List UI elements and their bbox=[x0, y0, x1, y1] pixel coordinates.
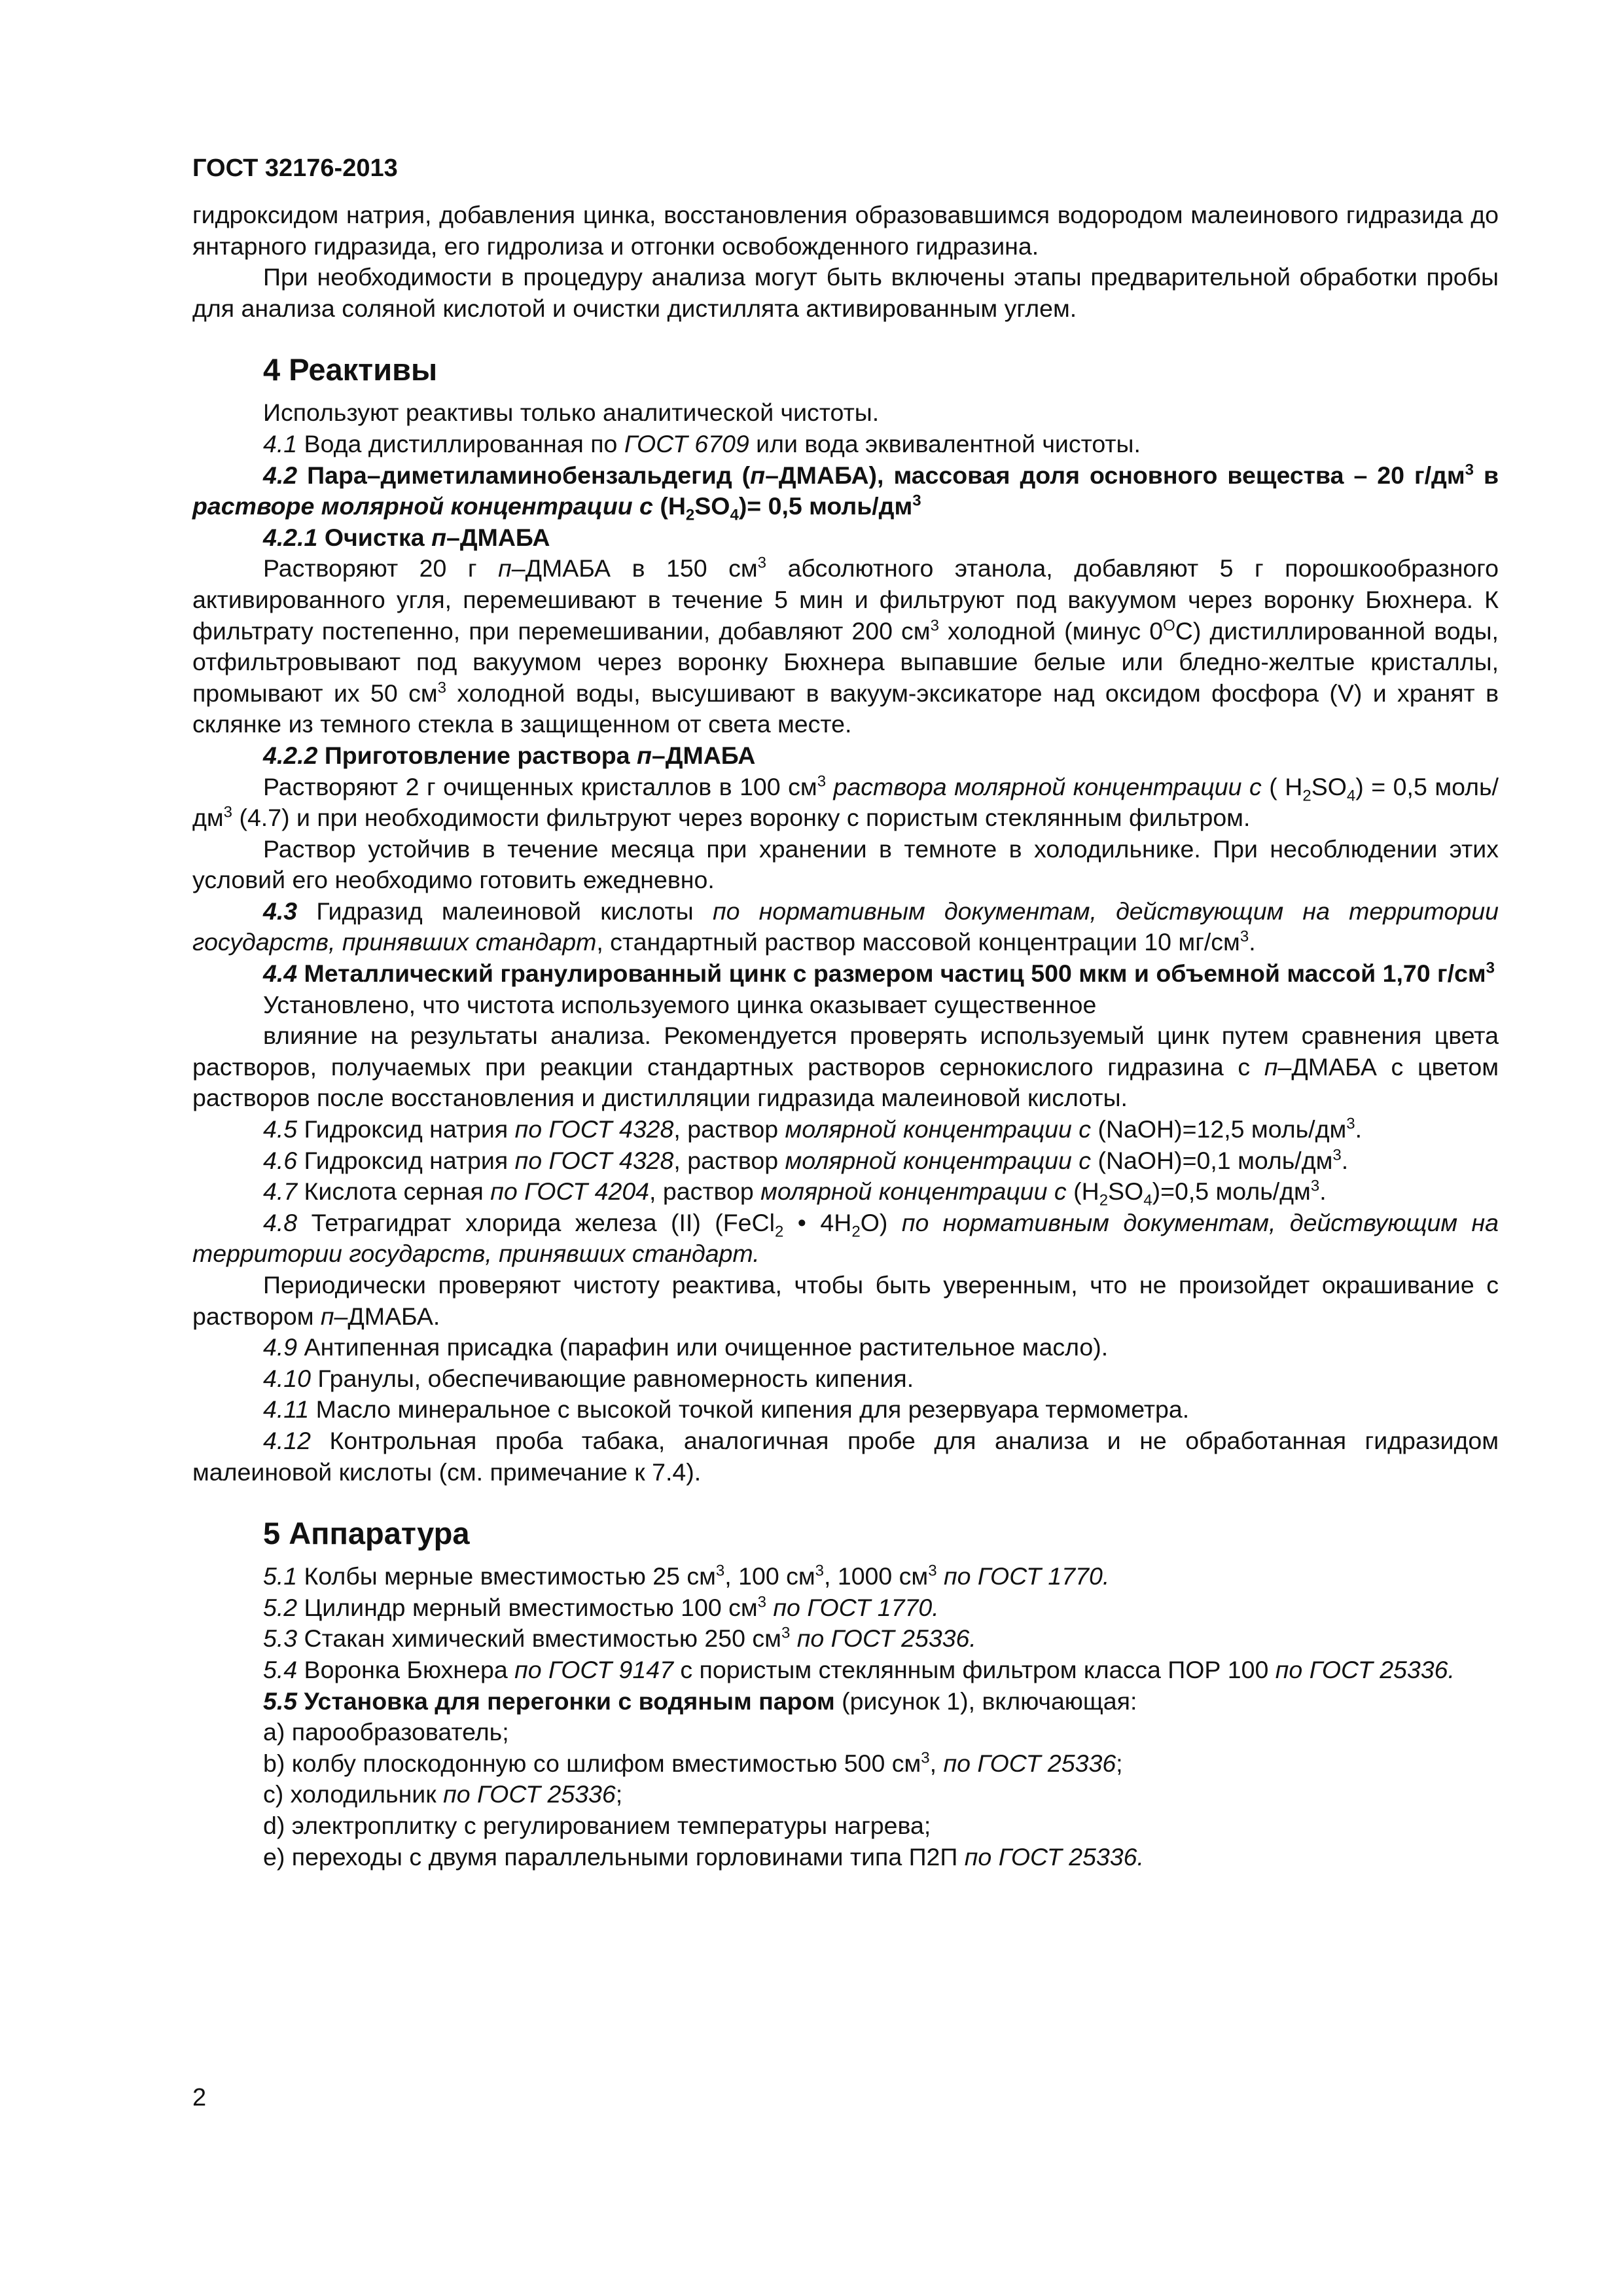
clause-5-5: 5.5 Установка для перегонки с водяным паром (рисунок 1), включающая: bbox=[263, 1687, 1137, 1715]
paragraph: Растворяют 20 г п–ДМАБА в 150 $см^3$ абсолютного этанола, добавляют 5 г порошкообразного активированного угля, перемешивают в течение 5 мин и фильтруют под вакуумом через воронку Бюхнера. К фильтрату постепенно, при перемешивании, добавляют 200 $см^3$ холодной (минус $0^ОС$) дистиллированной воды, отфильтровывают под вакуумом через воронку Бюхнера выпавшие белые или бледно-желтые кристаллы, промывают их 50 $см^3$ холодной воды, высушивают в вакуум-эксикаторе над оксидом фосфора (V) и хранят в склянке из темного стекла в защищенном от света месте. bbox=[192, 554, 1499, 738]
clause-4-3: 4.3 Гидразид малеиновой кислоты по нормативным документам, действующим на территории государств, принявших стандарт, стандартный раствор массовой концентрации 10 $мг/см^3$. bbox=[192, 897, 1499, 956]
list-item: е) переходы с двумя параллельными горловинами типа П2П по ГОСТ 25336. bbox=[263, 1842, 1144, 1871]
clause-4-9: 4.9 Антипенная присадка (парафин или очищенное растительное масло). bbox=[263, 1333, 1109, 1361]
clause-5-4: 5.4 Воронка Бюхнера по ГОСТ 9147 с пористым стеклянным фильтром класса ПОР 100 по ГОСТ 25336. bbox=[263, 1655, 1455, 1683]
paragraph: Раствор устойчив в течение месяца при хранении в темноте в холодильнике. При несоблюдении этих условий его необходимо готовить ежедневно. bbox=[192, 834, 1499, 894]
list-item: с) холодильник по ГОСТ 25336; bbox=[263, 1780, 623, 1808]
clause-4-7: 4.7 Кислота серная по ГОСТ 4204, раствор молярной концентрации с $(H_2SO_4)=0,5$ моль/$дм^3$. bbox=[263, 1177, 1327, 1210]
clause-4-12: 4.12 Контрольная проба табака, аналогичная пробе для анализа и не обработанная гидразидом малеиновой кислоты (см. примечание к 7.4). bbox=[192, 1426, 1499, 1486]
paragraph: Периодически проверяют чистоту реактива, чтобы быть уверенным, что не произойдет окрашивание с раствором п–ДМАБА. bbox=[192, 1271, 1499, 1330]
paragraph: Используют реактивы только аналитической чистоты. bbox=[263, 399, 880, 427]
intro-paragraph: При необходимости в процедуру анализа могут быть включены этапы предварительной обработки пробы для анализа соляной кислотой и очистки дистиллята активированным углем. bbox=[192, 263, 1499, 322]
clause-5-3: 5.3 Стакан химический вместимостью 250 $см^3$ по ГОСТ 25336. bbox=[263, 1624, 976, 1653]
clause-4-5: 4.5 Гидроксид натрия по ГОСТ 4328, раствор молярной концентрации с (NaOH)=12,5 моль/$дм^3$. bbox=[263, 1115, 1363, 1143]
document-body bbox=[192, 200, 1499, 1873]
clause-4-1: 4.1 Вода дистиллированная по ГОСТ 6709 или вода эквивалентной чистоты. bbox=[263, 429, 1141, 457]
paragraph: влияние на результаты анализа. Рекомендуется проверять используемый цинк путем сравнения цвета растворов, получаемых при реакции стандартных растворов сернокислого гидразина с п–ДМАБА с цветом растворов после восстановления и дистилляции гидразида малеиновой кислоты. bbox=[192, 1022, 1499, 1112]
clause-4-11: 4.11 Масло минеральное с высокой точкой кипения для резервуара термометра. bbox=[263, 1395, 1190, 1424]
document-header: ГОСТ 32176-2013 bbox=[192, 154, 398, 182]
clause-4-2: 4.2 Пара–диметиламинобензальдегид (п–ДМАБА), массовая доля основного вещества – 20 $г/дм^3$ в растворе молярной концентрации с $(H_2SO_4)= 0,5$ моль/$дм^3$ bbox=[192, 461, 1499, 524]
clause-4-4: 4.4 Металлический гранулированный цинк с размером частиц 500 мкм и объемной массой 1,70 $г/см^3$ bbox=[263, 959, 1495, 988]
intro-paragraph: гидроксидом натрия, добавления цинка, восстановления образовавшимся водородом малеинового гидразида до янтарного гидразида, его гидролиза и отгонки освобожденного гидразина. bbox=[192, 201, 1499, 260]
clause-4-6: 4.6 Гидроксид натрия по ГОСТ 4328, раствор молярной концентрации с (NaOH)=0,1 моль/$дм^3$. bbox=[263, 1146, 1349, 1174]
section-heading: 5 Аппаратура bbox=[263, 1516, 470, 1551]
paragraph: Установлено, что чистота используемого цинка оказывает существенное bbox=[263, 990, 1097, 1018]
page-number: 2 bbox=[192, 2084, 207, 2111]
clause-4-2-2: 4.2.2 Приготовление раствора п–ДМАБА bbox=[263, 741, 756, 769]
clause-4-2-1: 4.2.1 Очистка п–ДМАБА bbox=[263, 523, 550, 551]
clause-4-8: 4.8 Тетрагидрат хлорида железа (II) (FeCl$_2$ • $4H_2O$) по нормативным документам, действующим на территории государств, принявших стандарт. bbox=[192, 1208, 1499, 1268]
list-item: d) электроплитку с регулированием температуры нагрева; bbox=[263, 1811, 931, 1839]
clause-5-2: 5.2 Цилиндр мерный вместимостью 100 $см^3$ по ГОСТ 1770. bbox=[263, 1593, 939, 1621]
list-item: а) парообразователь; bbox=[263, 1718, 509, 1746]
list-item: b) колбу плоскодонную со шлифом вместимостью 500 $см^3$, по ГОСТ 25336; bbox=[263, 1749, 1123, 1777]
clause-4-10: 4.10 Гранулы, обеспечивающие равномерность кипения. bbox=[263, 1364, 914, 1392]
paragraph: Растворяют 2 г очищенных кристаллов в 100 $см^3$ раствора молярной концентрации с ( $H_2SO_4) = 0,5$ моль/$дм^3$ (4.7) и при необходимости фильтруют через воронку с пористым стеклянным фильтром. bbox=[192, 772, 1499, 832]
clause-5-1: 5.1 Колбы мерные вместимостью 25 $см^3$, 100 $см^3$, 1000 $см^3$ по ГОСТ 1770. bbox=[263, 1562, 1110, 1590]
section-heading: 4 Реактивы bbox=[263, 352, 438, 387]
